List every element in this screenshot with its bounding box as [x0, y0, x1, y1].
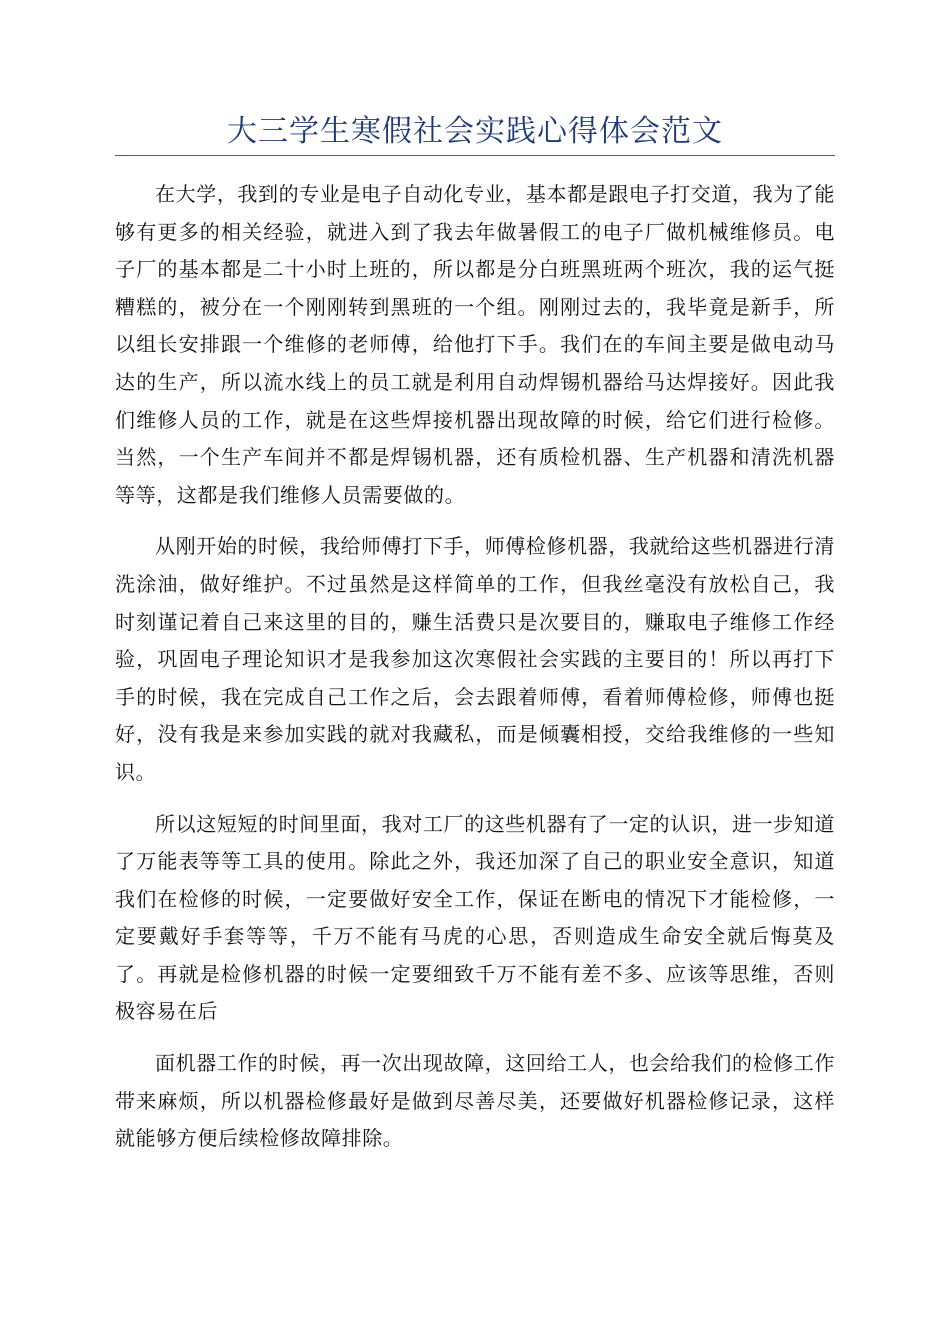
document-title: 大三学生寒假社会实践心得体会范文	[227, 114, 723, 149]
paragraph: 在大学，我到的专业是电子自动化专业，基本都是跟电子打交道，我为了能够有更多的相关经验，就进入到了我去年做暑假工的电子厂做机械维修员。电子厂的基本都是二十小时上班的，所以都是分白班黑班两个班次，我的运气挺糟糕的，被分在一个刚刚转到黑班的一个组。刚刚过去的，我毕竟是新手，所以组长安排跟一个维修的老师傅，给他打下手。我们在的车间主要是做电动马达的生产，所以流水线上的员工就是利用自动焊锡机器给马达焊接好。因此我们维修人员的工作，就是在这些焊接机器出现故障的时候，给它们进行检修。当然，一个生产车间并不都是焊锡机器，还有质检机器、生产机器和清洗机器等等，这都是我们维修人员需要做的。	[115, 182, 835, 507]
document-body	[115, 176, 835, 1172]
paragraph: 面机器工作的时候，再一次出现故障，这回给工人，也会给我们的检修工作带来麻烦，所以机器检修最好是做到尽善尽美，还要做好机器检修记录，这样就能够方便后续检修故障排除。	[115, 1051, 835, 1151]
paragraph: 从刚开始的时候，我给师傅打下手，师傅检修机器，我就给这些机器进行清洗涂油，做好维护。不过虽然是这样简单的工作，但我丝毫没有放松自己，我时刻谨记着自己来这里的目的，赚生活费只是次要目的，赚取电子维修工作经验，巩固电子理论知识才是我参加这次寒假社会实践的主要目的！所以再打下手的时候，我在完成自己工作之后，会去跟着师傅，看着师傅检修，师傅也挺好，没有我是来参加实践的就对我藏私，而是倾囊相授，交给我维修的一些知识。	[115, 534, 835, 784]
title-underline	[115, 155, 835, 156]
paragraph: 所以这短短的时间里面，我对工厂的这些机器有了一定的认识，进一步知道了万能表等等工具的使用。除此之外，我还加深了自己的职业安全意识，知道我们在检修的时候，一定要做好安全工作，保证在断电的情况下才能检修，一定要戴好手套等等，千万不能有马虎的心思，否则造成生命安全就后悔莫及了。再就是检修机器的时候一定要细致千万不能有差不多、应该等思维，否则极容易在后	[115, 811, 835, 1024]
